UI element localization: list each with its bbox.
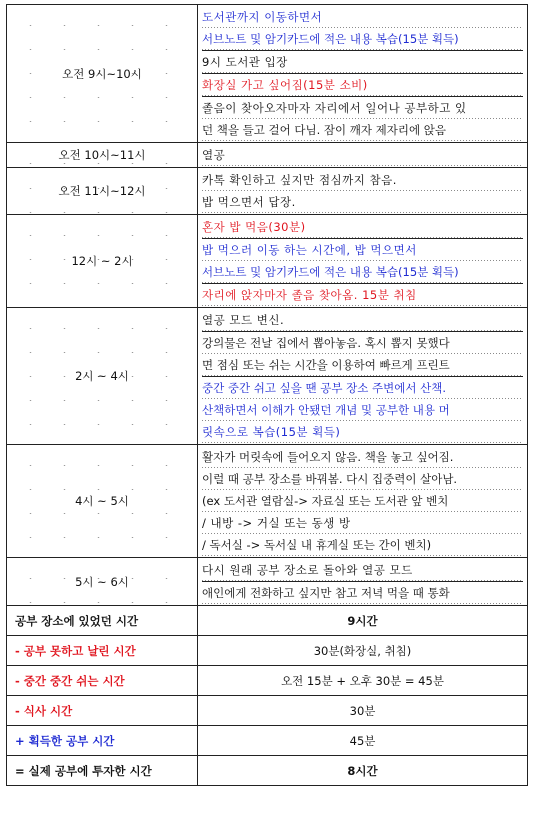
activity-line: 밥 먹으러 이동 하는 시간에, 밥 먹으면서 (202, 239, 523, 261)
schedule-row (7, 215, 528, 308)
summary-row (7, 726, 528, 756)
activity-line: 밥 먹으면서 답장. (202, 191, 523, 213)
activity-line: / 내방 -> 거실 또는 동생 방 (202, 512, 523, 534)
summary-row (7, 606, 528, 636)
activity-line: 혼자 밥 먹음(30분) (202, 216, 523, 238)
activity-cell (198, 558, 528, 606)
time-slot-cell (7, 308, 198, 445)
activity-line: 릿속으로 복습(15분 획득) (202, 421, 523, 443)
time-slot-cell (7, 168, 198, 215)
summary-value: 30분(화장실, 취침) (198, 636, 528, 666)
activity-block (202, 283, 523, 306)
activity-line: 중간 중간 쉬고 싶을 땐 공부 장소 주변에서 산책. (202, 377, 523, 399)
summary-label: - 식사 시간 (7, 696, 198, 726)
activity-line: 졸음이 찾아오자마자 자리에서 일어나 공부하고 있 (202, 97, 523, 119)
summary-label: - 공부 못하고 날린 시간 (7, 636, 198, 666)
activity-block (202, 309, 523, 331)
time-slot-cell (7, 5, 198, 143)
summary-value: 오전 15분 + 오후 30분 = 45분 (198, 666, 528, 696)
activity-block (202, 581, 523, 604)
schedule-row (7, 558, 528, 606)
schedule-row (7, 143, 528, 168)
activity-line: 활자가 머릿속에 들어오지 않음. 책을 놓고 싶어짐. (202, 446, 523, 468)
activity-line: 카톡 확인하고 싶지만 점심까지 참음. (202, 169, 523, 191)
activity-block (202, 6, 523, 50)
activity-block (202, 73, 523, 96)
activity-line: 도서관까지 이동하면서 (202, 6, 523, 28)
activity-block (202, 559, 523, 581)
activity-line: 9시 도서관 입장 (202, 51, 523, 73)
summary-value: 8시간 (198, 756, 528, 786)
activity-cell (198, 168, 528, 215)
time-slot-cell (7, 445, 198, 558)
time-slot-cell (7, 215, 198, 308)
summary-row (7, 756, 528, 786)
summary-label: - 중간 중간 쉬는 시간 (7, 666, 198, 696)
activity-cell (198, 308, 528, 445)
schedule-table (6, 4, 528, 786)
activity-line: 애인에게 전화하고 싶지만 참고 저녁 먹을 때 통화 (202, 582, 523, 604)
time-slot-label: 5시 ~ 6시 (75, 574, 129, 589)
summary-row (7, 636, 528, 666)
time-slot-cell (7, 143, 198, 168)
activity-cell (198, 5, 528, 143)
activity-line: 면 점심 또는 쉬는 시간을 이용하여 빠르게 프린트 (202, 354, 523, 376)
time-slot-label: 4시 ~ 5시 (75, 494, 129, 508)
activity-block (202, 238, 523, 283)
summary-body (7, 606, 528, 786)
schedule-row (7, 5, 528, 143)
activity-block (202, 50, 523, 73)
activity-line: 자리에 앉자마자 졸음 찾아옴. 15분 취침 (202, 284, 523, 306)
activity-line: 다시 원래 공부 장소로 돌아와 열공 모드 (202, 559, 523, 581)
activity-line: / 독서실 -> 독서실 내 휴게실 또는 간이 벤치) (202, 534, 523, 556)
time-slot-label: 2시 ~ 4시 (75, 369, 129, 383)
study-schedule-sheet (6, 4, 527, 786)
activity-block (202, 144, 523, 166)
activity-line: 이럴 때 공부 장소를 바꿔봄. 다시 집중력이 살아남. (202, 468, 523, 490)
schedule-row (7, 445, 528, 558)
activity-block (202, 446, 523, 556)
summary-value: 30분 (198, 696, 528, 726)
time-slot-label: 12시 ~ 2시 (71, 254, 133, 268)
activity-line: 산책하면서 이해가 안됐던 개념 및 공부한 내용 머 (202, 399, 523, 421)
activity-line: 던 책을 들고 걸어 다님. 잠이 깨자 제자리에 앉음 (202, 119, 523, 141)
activity-line: 강의물은 전날 집에서 뽑아놓음. 혹시 뽑지 못했다 (202, 332, 523, 354)
time-slot-label: 오전 11시~12시 (58, 184, 146, 198)
summary-label: + 획득한 공부 시간 (7, 726, 198, 756)
activity-block (202, 331, 523, 376)
activity-block (202, 216, 523, 238)
activity-block (202, 169, 523, 213)
time-slot-label: 오전 9시~10시 (62, 66, 142, 81)
schedule-row (7, 308, 528, 445)
summary-label: 공부 장소에 있었던 시간 (7, 606, 198, 636)
activity-line: 서브노트 및 암기카드에 적은 내용 복습(15분 획득) (202, 261, 523, 283)
activity-cell (198, 445, 528, 558)
time-slot-label: 오전 10시~11시 (58, 148, 146, 162)
activity-line: (ex 도서관 열람실-> 자료실 또는 도서관 앞 벤치 (202, 490, 523, 512)
summary-value: 45분 (198, 726, 528, 756)
time-slot-cell (7, 558, 198, 606)
activity-block (202, 376, 523, 443)
activity-line: 화장실 가고 싶어짐(15분 소비) (202, 74, 523, 96)
schedule-body (7, 5, 528, 606)
activity-line: 열공 모드 변신. (202, 309, 523, 331)
summary-row (7, 696, 528, 726)
summary-value: 9시간 (198, 606, 528, 636)
activity-cell (198, 215, 528, 308)
schedule-row (7, 168, 528, 215)
activity-line: 서브노트 및 암기카드에 적은 내용 복습(15분 획득) (202, 28, 523, 50)
activity-block (202, 96, 523, 141)
summary-row (7, 666, 528, 696)
activity-line: 열공 (202, 144, 523, 166)
activity-cell (198, 143, 528, 168)
summary-label: = 실제 공부에 투자한 시간 (7, 756, 198, 786)
